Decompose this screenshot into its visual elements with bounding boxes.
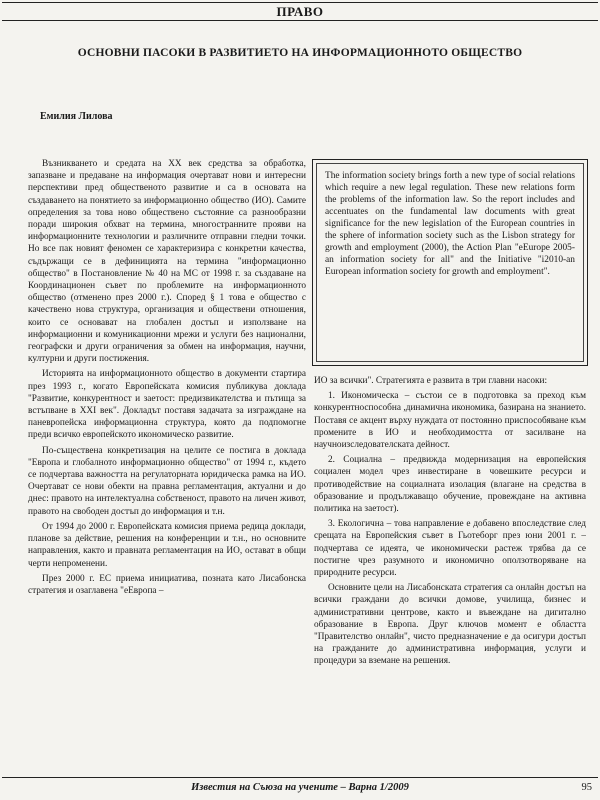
paragraph: ИО за всички". Стратегията е развита в три главни насоки: (314, 376, 548, 386)
paragraph: 3. Екологична – това направление е добавено впоследствие след срещата на Европейския съвет в Гьотеборг през юни 2001 г. – подчертава се идеята, че икономически растеж трябва да се постигне чрез разумното и икономично оползотворяване на природните ресурси. (314, 519, 586, 579)
paragraph: Възникването и средата на XX век средства за обработка, запазване и предаване на информация очертават нови и интересни перспективи пред общественото развитие и са в основата на създаването на понятието за информационно общество (ИО). Самите определения за това ново обществено състояние са разнообразни поради широкия обхват на термина, многостранните прояви на информационните технологии и различните отправни гледни точки. Но все пак новият феномен се характеризира с конкретни качества, съдържащи се в дефиницията на термина "информационно общество" в Постановление № 40 на МС от 1998 г. за създаване на Координационен съвет по проблемите на информационното общество (отменено през 2000 г.). Според § 1 това е общество с качествено нова структура, организация и обществени отношения, които се основават на глобален достъп и използване на информационни и комуникационни мрежи и услуги без национални, географски и други ограничения за обмен на информация, научни, културни и други постижения. (28, 159, 306, 365)
header-rule-top (2, 2, 598, 3)
footer-rule (2, 777, 598, 778)
paragraph: Историята на информационното общество в документи стартира през 1993 г., когато Европейската комисия публикува доклада "Развитие, конкурентност и заетост: предизвикателства и пътища за встъпване в XXI век". Докладът поставя задачата за изграждане на паневропейска информационна структура, която да подпомогне преди всичко европейското икономическо развитие. (28, 369, 306, 441)
paragraph: През 2000 г. ЕС приема инициатива, позната като Лисабонска стратегия и озаглавена "еЕвропа – (28, 573, 306, 596)
paragraph: 1. Икономическа – състои се в подготовка за преход към конкурентноспособна ,динамична икономика, базирана на знанието. Поставя се акцент върху нуждата от постоянно приспособяване към промените в ИО и необходимостта от засилване на научноизследователската дейност. (314, 391, 586, 451)
paragraph: 2. Социална – предвижда модернизация на европейския социален модел чрез инвестиране в човешките ресурси и противодействие на социалната изолация (влагане на средства в образование и продължаващо обучение, провеждане на активна политика на заетост). (314, 455, 586, 515)
abstract-text: The information society brings forth a new type of social relations which require a new legal regulation. These new relations form the problems of the information law. So the report includes and accentuates on the fundamental law documents with great significance for the new legislation of the European countries in the sphere of information society such as the Lisbon strategy for growth and employment (2000), the Action Plan "eEurope 2005-an information society for all" and the Initiative "i2010-an European information society for growth and employment". (316, 163, 584, 362)
header-rule-bottom (2, 20, 598, 21)
paragraph: От 1994 до 2000 г. Европейската комисия приема редица доклади, планове за действие, решения на конференции и т.н., но основните направления, както и правната регламентация на ИО, остават в общи черти непроменени. (28, 521, 306, 569)
article-title: ОСНОВНИ ПАСОКИ В РАЗВИТИЕТО НА ИНФОРМАЦИОННОТО ОБЩЕСТВО (77, 47, 523, 59)
section-title: ПРАВО (276, 4, 324, 19)
paragraph: По-съществена конкретизация на целите се постига в доклада "Европа и глобалното информационно общество" от 1994 г., където се подчертава важността на регулаторната юридическа рамка на ИО. Очертават се нови обекти на правна регламентация, актуални и до днес: правото на интелектуална собственост, правото на личен живот, правото на свободен достъп до информация и т.н. (28, 445, 306, 517)
paragraph: Основните цели на Лисабонската стратегия са онлайн достъп на всички граждани до всички домове, училища, бизнес и административни центрове, както и въвеждане на дигитално образование в Европа. Друг ключов момент е областта "Правителство онлайн", чисто предназначение е да осигури достъп на гражданите до административна информация, услуги и процедури за вземане на решения. (314, 583, 586, 667)
page-number: 95 (581, 782, 592, 793)
author-name: Емилия Лилова (40, 111, 113, 122)
body-column-right (314, 375, 586, 773)
abstract-box (312, 159, 588, 366)
body-column-left (28, 158, 306, 770)
running-header (0, 0, 600, 24)
journal-footer: Известия на Съюза на учените – Варна 1/2009 (191, 782, 409, 793)
